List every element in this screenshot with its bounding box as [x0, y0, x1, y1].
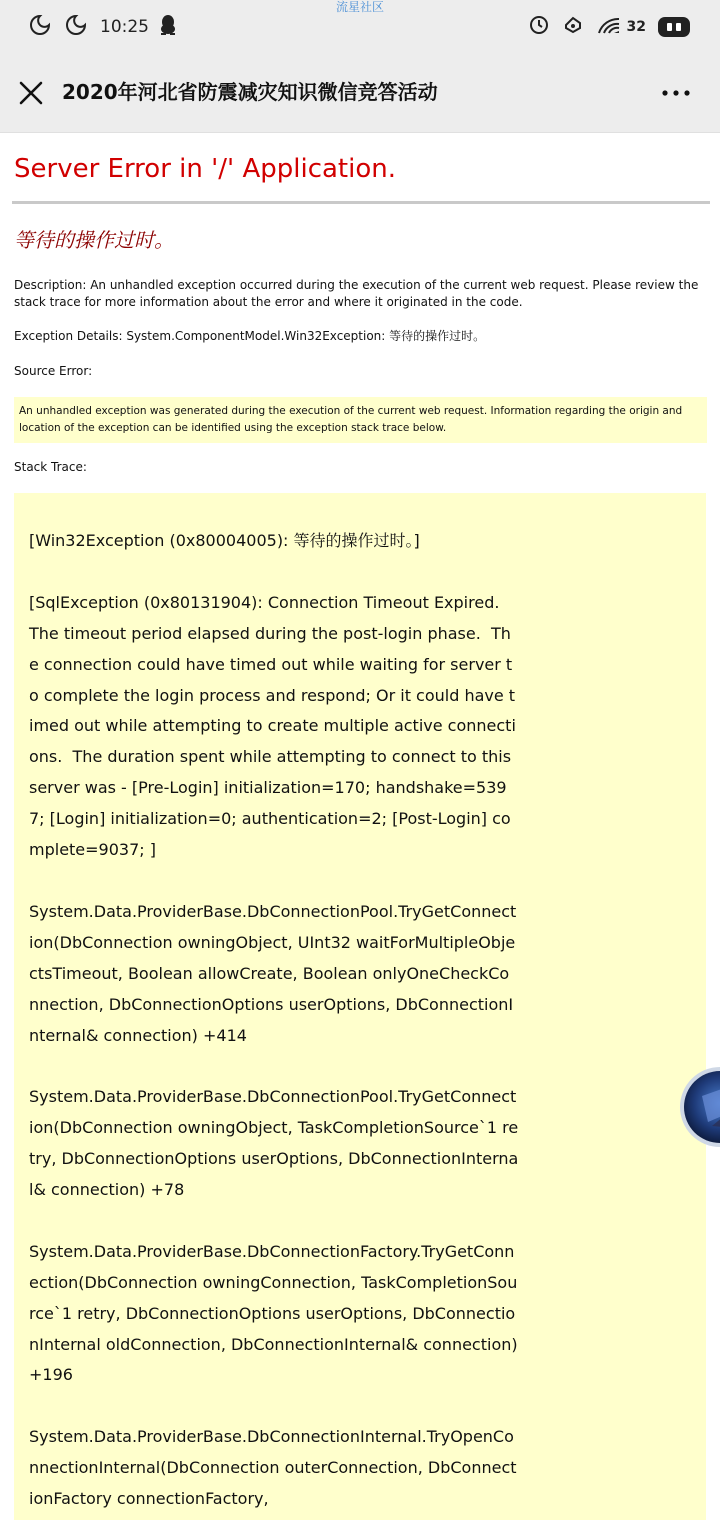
qq-penguin-icon [159, 14, 177, 40]
source-error-label: Source Error: [14, 364, 93, 378]
vpn-icon [563, 15, 583, 39]
stack-trace-label: Stack Trace: [14, 460, 87, 474]
close-icon [16, 78, 46, 108]
status-bar-left [28, 14, 177, 40]
error-heading: Server Error in '/' Application. [14, 154, 396, 184]
more-dots-icon [660, 80, 692, 106]
webview-navbar [0, 56, 720, 133]
signal-strength-number: 32 [626, 19, 646, 35]
wifi-icon [597, 15, 621, 39]
battery-icon [658, 17, 690, 37]
status-time: 10:25 [100, 17, 149, 37]
cloud-outline-icon [28, 13, 52, 41]
close-button[interactable] [16, 78, 46, 108]
stack-trace-box[interactable] [14, 493, 706, 1520]
error-message: 等待的操作过时。 [14, 228, 174, 252]
status-bar-right [515, 14, 690, 40]
more-options-button[interactable] [660, 80, 692, 106]
watermark-text: 流星社区 [335, 0, 384, 14]
exception-details-text: Exception Details: System.ComponentModel.Win32Exception: 等待的操作过时。 [14, 329, 486, 343]
description-text: Description: An unhandled exception occurred during the execution of the current web request. Please review the stack trace for more information about the error and where it originated in the code. [14, 278, 699, 309]
page-title: 2020年河北省防震减灾知识微信竞答活动 [62, 80, 438, 104]
stack-trace-text: [Win32Exception (0x80004005): 等待的操作过时。] [SqlException (0x80131904): Connection Timeout Expired. The timeout period elapsed during the post-login phase. The connection could have timed out while waiting for server to complete the login process and respond; Or it could have timed out while attempting to create multiple active connections. The duration spent while attempting to connect to this server was - [Pre-Login] initialization=170; handshake=5397; [Login] initialization=0; authentication=2; [Post-Login] complete=9037; ] System.Data.ProviderBase.DbConnectionPool.TryGetConnection(DbConnection owningObject, UInt32 waitForMultipleObjectsTimeout, Boolean allowCreate, Boolean onlyOneCheckConnection, DbConnectionOptions userOptions, DbConnectionInternal& connection) +414 System.Data.ProviderBase.DbConnectionPool.TryGetConnection(DbConnection owningObject, TaskCompletionSource`1 retry, DbConnectionOptions userOptions, DbConnectionInternal& connection) +78 System.Data.ProviderBase.DbConnectionFactory.TryGetConnection(DbConnection owningConnection, TaskCompletionSource`1 retry, DbConnectionOptions userOptions, DbConnectionInternal oldConnection, DbConnectionInternal& connection) +196 System.Data.ProviderBase.DbConnectionInternal.TryOpenConnectionInternal(DbConnection outerConnection, DbConnectionFactory connectionFactory, [29, 531, 519, 1509]
status-bar [0, 0, 720, 56]
web-content[interactable] [0, 133, 720, 1520]
alarm-icon [529, 15, 549, 39]
divider [12, 201, 710, 204]
cloud-outline-icon [64, 13, 88, 41]
source-error-box: An unhandled exception was generated during the execution of the current web request. Information regarding the origin and location of the exception can be identified using the exception stack trace below. [14, 397, 707, 443]
